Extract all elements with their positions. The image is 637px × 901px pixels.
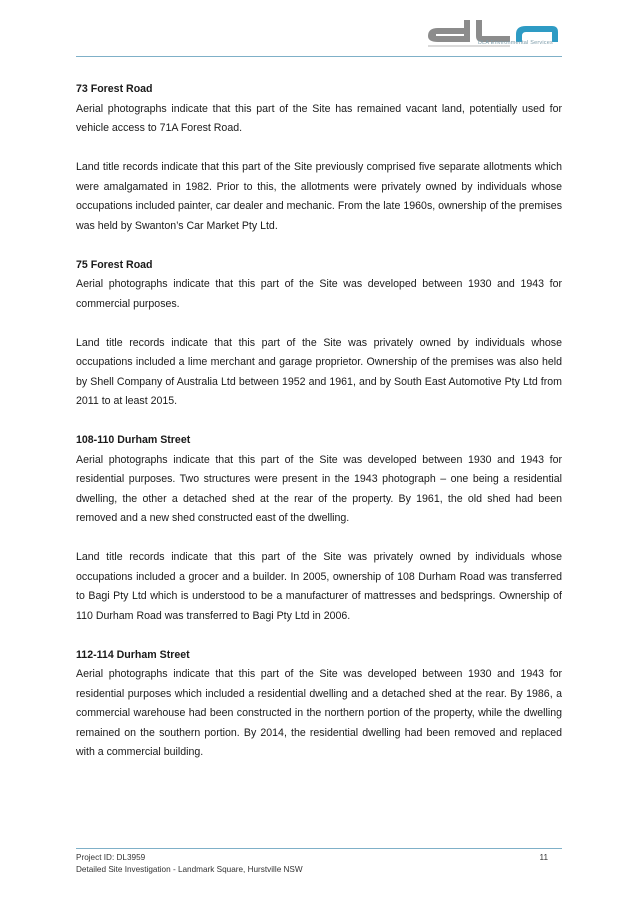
section-title: 108-110 Durham Street xyxy=(76,434,191,446)
section-73-forest-road xyxy=(76,80,562,236)
paragraph: Land title records indicate that this part of the Site previously comprised five separate allotments which were amalgamated in 1982. Prior to this, the allotments were privately owned by individuals whose occupations included painter, car dealer and mechanic. From the late 1960s, ownership of the premises was held by Swanton’s Car Market Pty Ltd. xyxy=(76,161,562,232)
paragraph: Land title records indicate that this part of the Site was privately owned by individuals whose occupations included a lime merchant and garage proprietor. Ownership of the premises was also held by Shell Company of Australia Ltd between 1952 and 1961, and by South East Automotive Pty Ltd from 2011 to at least 2015. xyxy=(76,336,562,407)
section-108-110-durham-street xyxy=(76,431,562,626)
section-title: 73 Forest Road xyxy=(76,83,153,95)
section-title: 112-114 Durham Street xyxy=(76,648,190,661)
section-75-forest-road xyxy=(76,256,562,412)
footer-divider xyxy=(76,848,562,849)
company-logo xyxy=(424,16,560,56)
page-number: 11 xyxy=(539,853,548,862)
project-id: Project ID: DL3959 xyxy=(76,853,146,862)
paragraph: Aerial photographs indicate that this part of the Site has remained vacant land, potentially used for vehicle access to 71A Forest Road. xyxy=(76,102,562,134)
header-divider xyxy=(76,56,562,57)
section-112-114-durham-street xyxy=(76,646,562,763)
page-footer xyxy=(76,852,562,876)
dla-logo-icon xyxy=(424,16,560,56)
paragraph: Aerial photographs indicate that this part of the Site was developed between 1930 and 1943 for residential purposes. Two structures were present in the 1943 photograph – one being a residential dwelling, the other a detached shed at the rear of the property. By 1961, the old shed had been removed and a new shed constructed east of the dwelling. xyxy=(76,453,562,524)
logo-subtitle: DLA Environmental Services xyxy=(478,40,553,46)
paragraph: Land title records indicate that this part of the Site was privately owned by individuals whose occupations included a grocer and a builder. In 2005, ownership of 108 Durham Road was transferred to Bagi Pty Ltd which is understood to be a manufacturer of mattresses and bedsprings. Ownership of 110 Durham Road was transferred to Bagi Pty Ltd in 2006. xyxy=(76,551,562,622)
section-title: 75 Forest Road xyxy=(76,258,153,271)
paragraph: Aerial photographs indicate that this part of the Site was developed between 1930 and 1943 for residential purposes which included a residential dwelling and a detached shed at the rear. By 1986, a commercial warehouse had been constructed in the northern portion of the property, while the dwelling remained on the southern portion. By 2014, the residential dwelling had been removed and replaced with a commercial building. xyxy=(76,668,562,758)
document-title: Detailed Site Investigation - Landmark Square, Hurstville NSW xyxy=(76,865,303,874)
paragraph: Aerial photographs indicate that this part of the Site was developed between 1930 and 1943 for commercial purposes. xyxy=(76,278,562,310)
document-body xyxy=(76,80,562,763)
